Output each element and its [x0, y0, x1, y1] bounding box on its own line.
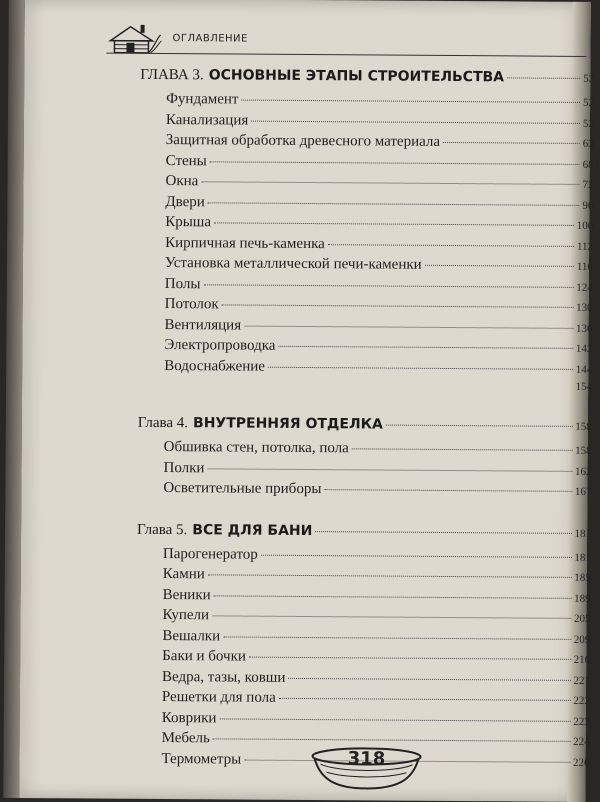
toc-entry[interactable]	[138, 378, 592, 397]
entry-label: Электропроводка	[164, 337, 275, 355]
entry-label: Двери	[165, 194, 205, 211]
entry-label: Стены	[166, 153, 207, 170]
leader-dots	[222, 304, 573, 307]
leader-dots	[223, 636, 571, 639]
running-head-label: ОГЛАВЛЕНИЕ	[172, 33, 247, 45]
leader-dots	[352, 448, 572, 451]
page-number: 68	[583, 158, 594, 170]
entry-label: Решетки для пола	[162, 689, 276, 707]
page-number: 185	[574, 572, 591, 584]
entry-label: Веники	[163, 587, 211, 604]
page-number: 136	[576, 322, 593, 334]
entry-label: Канализация	[166, 112, 248, 130]
entry-label: Фундамент	[166, 91, 239, 109]
entry-label: Баки и бочки	[162, 648, 246, 666]
entry-label: Крыша	[165, 214, 211, 231]
page-number: 142	[576, 343, 593, 355]
leader-dots	[251, 120, 580, 123]
page-number: 226	[573, 756, 590, 768]
leader-dots	[204, 284, 574, 288]
page-number: 167	[575, 486, 592, 498]
page-number: 72	[582, 179, 593, 191]
entry-label: Ведра, тазы, ковши	[162, 669, 285, 687]
page-number: 209	[574, 633, 591, 645]
entry-label: Термометры	[161, 751, 241, 769]
entry-label: Осветительные приборы	[163, 480, 321, 498]
leader-dots	[443, 142, 580, 144]
leader-dots	[210, 161, 580, 165]
entry-label: Камни	[163, 566, 205, 583]
leader-dots	[315, 531, 571, 534]
entry-label: Купели	[162, 607, 209, 624]
leader-dots	[241, 100, 580, 103]
entry-label: Коврики	[162, 710, 217, 727]
entry-label: Кирпичная печь-каменка	[165, 235, 325, 253]
page-number: 154	[576, 381, 593, 393]
leader-dots	[324, 489, 571, 492]
page-number: 221	[574, 674, 591, 686]
entry-label: Полки	[163, 460, 204, 477]
table-of-contents	[135, 67, 594, 774]
page-number: 222	[573, 695, 590, 707]
leader-dots	[208, 574, 571, 578]
leader-dots	[214, 595, 571, 598]
page-number: 130	[576, 302, 593, 314]
page-number: 158	[575, 445, 592, 457]
page-number: 223	[573, 715, 590, 727]
chapter-prefix: Глава 5.	[137, 521, 187, 538]
leader-dots	[207, 468, 572, 472]
leader-dots	[279, 698, 571, 701]
entry-label: Парогенератор	[163, 546, 258, 564]
entry-label: Вешалки	[162, 628, 220, 645]
page-number: 224	[573, 736, 590, 748]
leader-dots	[167, 384, 572, 387]
leader-dots	[213, 738, 570, 741]
page-number: 181	[575, 527, 592, 539]
leader-dots	[328, 244, 574, 247]
leader-dots	[212, 615, 571, 619]
bathhouse-icon	[106, 21, 162, 55]
page-number: 52	[583, 117, 594, 129]
page-number: 52	[583, 73, 594, 85]
entry-label: Мебель	[162, 730, 210, 747]
entry-label: Полы	[165, 276, 201, 293]
running-head	[106, 21, 586, 64]
leader-dots	[208, 202, 580, 206]
page-number: 189	[574, 592, 591, 604]
leader-dots	[261, 554, 572, 557]
page-number: 162	[575, 465, 592, 477]
page-number: 52	[583, 97, 594, 109]
entry-label: Вентиляция	[164, 317, 241, 335]
entry-label: Обшивка стен, потолка, пола	[164, 439, 349, 457]
leader-dots	[507, 77, 580, 79]
page-number-folio: 318	[306, 748, 426, 770]
page-number: 158	[575, 421, 592, 433]
leader-dots	[214, 222, 574, 226]
entry-label: Окна	[165, 173, 198, 190]
page-number: 112	[577, 240, 593, 252]
page-number: 205	[574, 613, 591, 625]
toc-entry[interactable]	[137, 480, 591, 504]
entry-label: Установка металлической печи-каменки	[165, 255, 422, 274]
chapter-heading[interactable]	[140, 67, 594, 94]
entry-label: Потолок	[165, 296, 219, 313]
leader-dots	[201, 181, 579, 185]
leader-dots	[249, 657, 571, 660]
page-number: 90	[582, 199, 593, 211]
entry-label: Водоснабжение	[164, 358, 265, 376]
page-gutter-shadow	[3, 0, 25, 798]
chapter-title: ВСЕ ДЛЯ БАНИ	[192, 522, 312, 539]
chapter-title: ОСНОВНЫЕ ЭТАПЫ СТРОИТЕЛЬСТВА	[209, 67, 504, 85]
folio	[306, 742, 426, 793]
page-number: 100	[577, 220, 594, 232]
leader-dots	[219, 718, 570, 721]
running-head-rule	[106, 53, 586, 57]
leader-dots	[386, 425, 572, 427]
chapter-heading[interactable]	[137, 521, 591, 548]
entry-label: Защитная обработка древесного материала	[166, 132, 440, 151]
leader-dots	[425, 265, 574, 267]
leader-dots	[278, 346, 572, 349]
leader-dots	[288, 677, 570, 680]
leader-dots	[244, 325, 573, 328]
page-number: 124	[576, 281, 593, 293]
page-number: 116	[577, 261, 593, 273]
page-number: 181	[574, 551, 591, 563]
book-page	[19, 0, 591, 802]
page-number: 144	[576, 363, 593, 375]
page-number: 216	[574, 654, 591, 666]
leader-dots	[268, 366, 573, 369]
page-number: 63	[583, 138, 594, 150]
chapter-prefix: Глава 4.	[138, 415, 188, 432]
chapter-heading[interactable]	[138, 415, 592, 442]
chapter-title: ВНУТРЕННЯЯ ОТДЕЛКА	[193, 415, 383, 432]
chapter-prefix: ГЛАВА 3.	[140, 67, 204, 84]
